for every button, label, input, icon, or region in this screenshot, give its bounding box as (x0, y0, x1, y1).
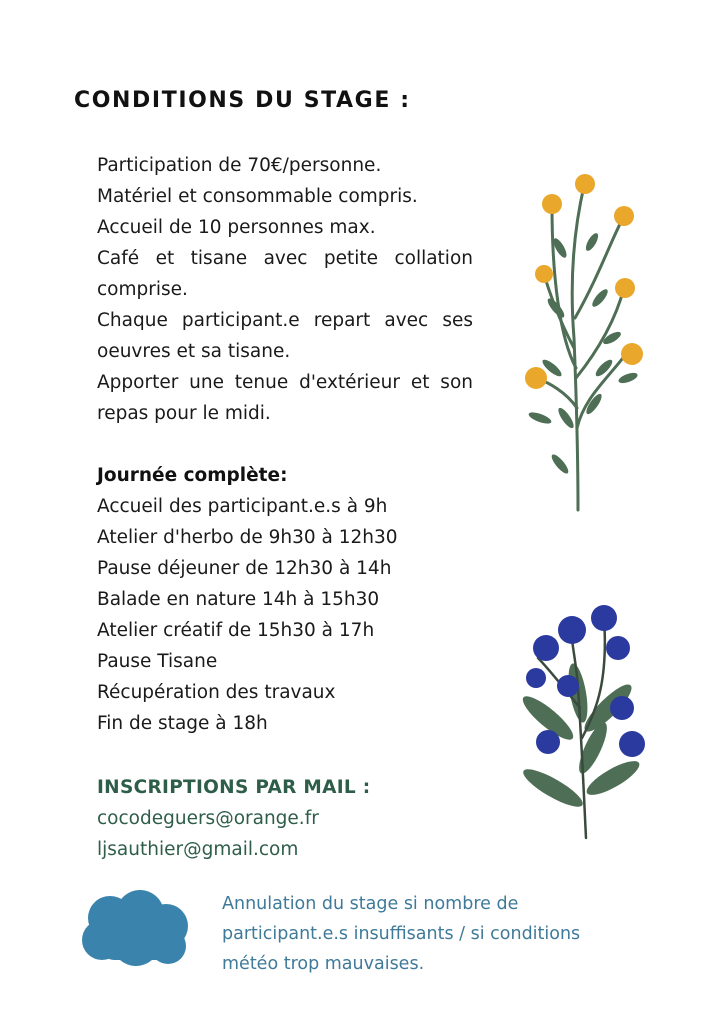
inscriptions-section (97, 772, 473, 865)
yellow-wildflower-illustration (508, 168, 658, 518)
inscriptions-heading: INSCRIPTIONS PAR MAIL : (97, 777, 371, 798)
email-link[interactable]: ljsauthier@gmail.com (97, 839, 299, 860)
condition-item: Matériel et consommable compris. (97, 186, 418, 207)
page-title: CONDITIONS DU STAGE : (74, 88, 411, 113)
condition-item: Café et tisane avec petite collation comprise. (97, 248, 473, 300)
schedule-heading: Journée complète: (97, 465, 288, 486)
schedule-item: Récupération des travaux (97, 682, 336, 703)
schedule-item: Pause déjeuner de 12h30 à 14h (97, 558, 392, 579)
schedule-item: Fin de stage à 18h (97, 713, 268, 734)
condition-item: Accueil de 10 personnes max. (97, 217, 376, 238)
schedule-item: Atelier créatif de 15h30 à 17h (97, 620, 375, 641)
schedule-section (97, 460, 473, 739)
blue-cornflower-illustration (508, 598, 658, 848)
cancellation-note: Annulation du stage si nombre de participant.e.s insuffisants / si conditions météo trop mauvaises. (222, 894, 581, 974)
condition-item: Apporter une tenue d'extérieur et son repas pour le midi. (97, 372, 473, 424)
cloud-icon (78, 888, 194, 970)
schedule-item: Atelier d'herbo de 9h30 à 12h30 (97, 527, 398, 548)
condition-item: Participation de 70€/personne. (97, 155, 382, 176)
schedule-item: Accueil des participant.e.s à 9h (97, 496, 388, 517)
schedule-item: Balade en nature 14h à 15h30 (97, 589, 380, 610)
schedule-item: Pause Tisane (97, 651, 218, 672)
conditions-list (97, 150, 473, 429)
condition-item: Chaque participant.e repart avec ses oeuvres et sa tisane. (97, 310, 473, 362)
email-link[interactable]: cocodeguers@orange.fr (97, 808, 319, 829)
